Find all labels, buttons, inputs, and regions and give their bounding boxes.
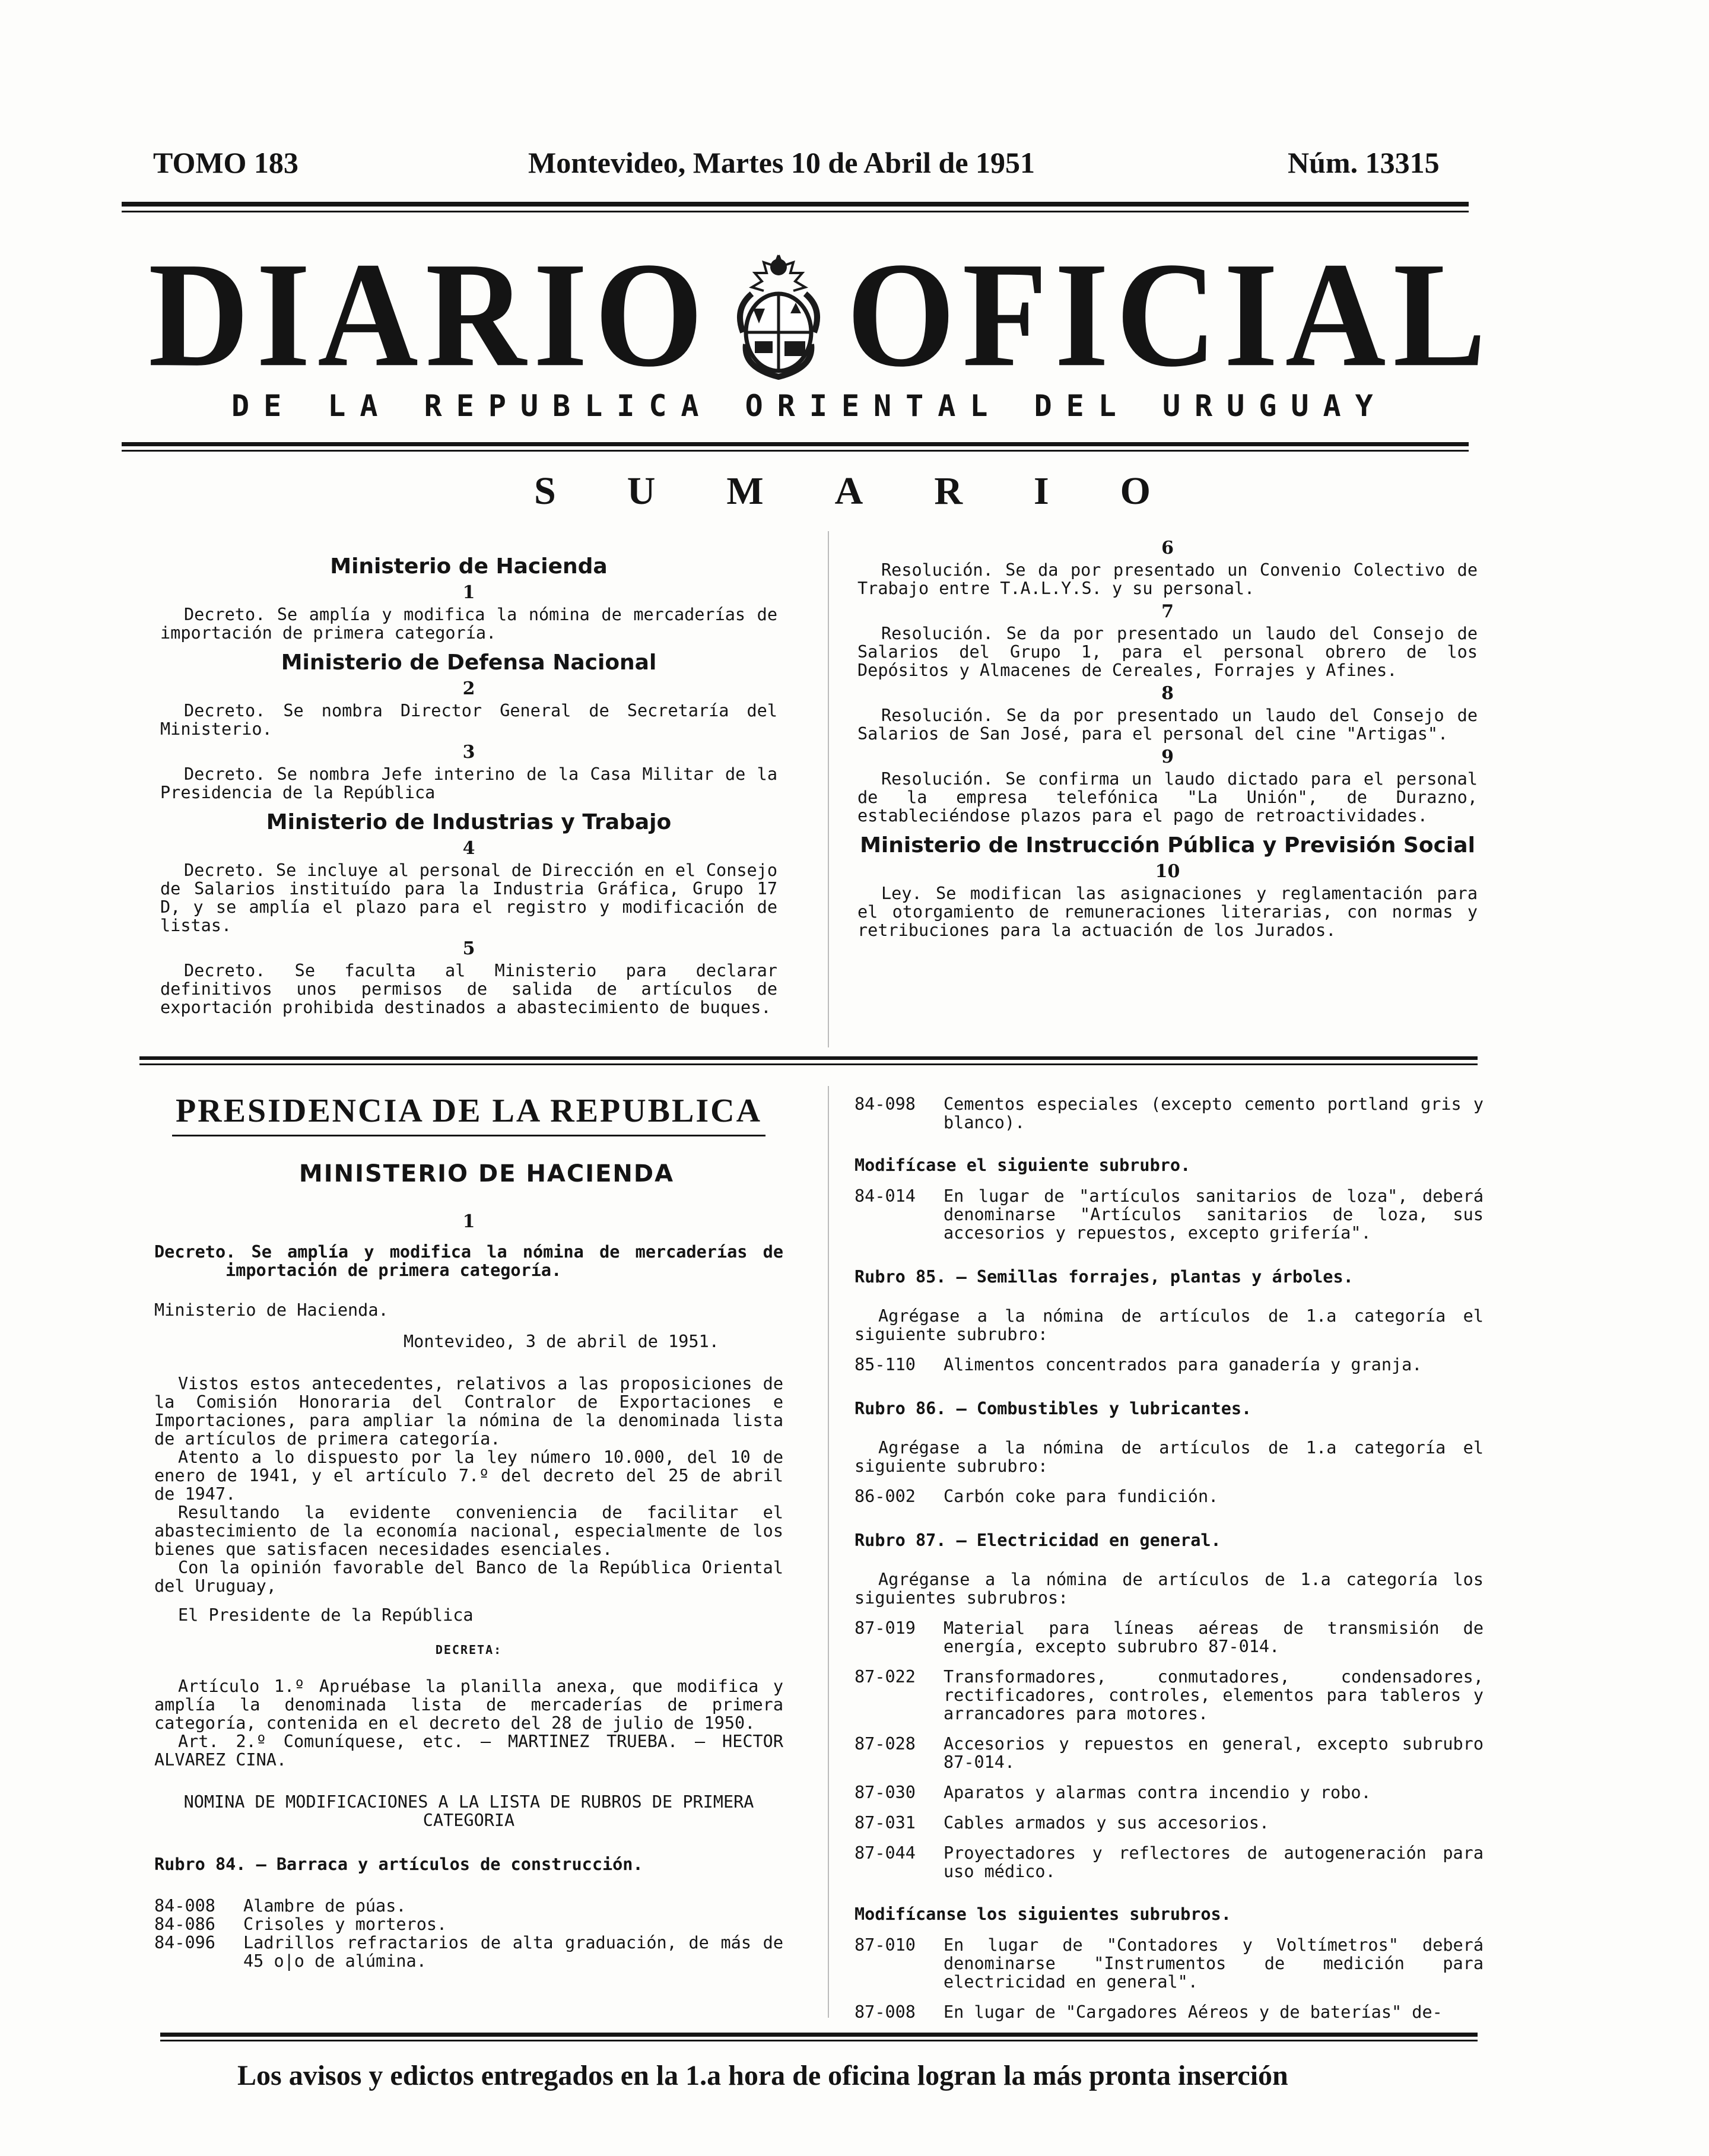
sumario-item-text: Decreto. Se amplía y modifica la nómina de mercaderías de importación de primera categoría. (160, 605, 788, 643)
body-left-column (154, 1092, 794, 1971)
sumario-bottom-rule (139, 1056, 1478, 1060)
body-divider (828, 1086, 829, 2018)
subrubro-description: Alambre de púas. (243, 1896, 406, 1916)
president-line: El Presidente de la República (178, 1605, 474, 1625)
subrubro-code: 84-098 (854, 1094, 916, 1114)
subrubro-code: 84-014 (854, 1186, 916, 1206)
subrubro-code: 84-008 (154, 1896, 215, 1916)
subrubro-entry (854, 1936, 1484, 1991)
decreta-label: DECRETA: (435, 1643, 503, 1657)
masthead-rule (122, 442, 1469, 446)
subrubro-description: En lugar de "Cargadores Aéreos y de baterías" de- (944, 2002, 1443, 2022)
masthead-subtitle: DE LA REPUBLICA ORIENTAL DEL URUGUAY (231, 389, 1387, 423)
subrubro-entry (154, 1915, 783, 1933)
subrubro-description: En lugar de "artículos sanitarios de loza", deberá denominarse "Artículos sanitarios de loza, sus accesorios y repuestos, excepto grifería". (944, 1186, 1484, 1243)
considerando-paragraph: Vistos estos antecedentes, relativos a las proposiciones de la Comisión Honoraria del Contralor de Exportaciones e Importaciones, para ampliar la nómina de la denominada lista de artículos de primera categoría. (154, 1374, 794, 1449)
subrubro-code: 87-030 (854, 1783, 916, 1802)
subrubro-description: Accesorios y repuestos en general, excepto subrubro 87-014. (944, 1734, 1484, 1772)
decree-title: Decreto. Se amplía y modifica la nómina de mercaderías de importación de primera categoría. (154, 1242, 794, 1280)
modification-heading: Modifícase el siguiente subrubro. (854, 1155, 1191, 1175)
subrubro-description: Ladrillos refractarios de alta graduación, de más de 45 o|o de alúmina. (243, 1933, 783, 1971)
sumario-right-column (857, 534, 1488, 940)
sumario-item-number: 4 (462, 838, 475, 859)
subrubro-entry (854, 1187, 1484, 1242)
subrubro-entry (854, 1814, 1484, 1832)
subrubro-code: 87-028 (854, 1734, 916, 1754)
subrubro-entry (854, 1095, 1484, 1132)
subrubro-entry (854, 2003, 1484, 2021)
sumario-item-number: 3 (462, 742, 475, 763)
sumario-ministry-heading: Ministerio de Instrucción Pública y Previsión Social (860, 833, 1475, 858)
footer-notice: Los avisos y edictos entregados en la 1.a hora de oficina logran la más pronta inserción (237, 2060, 1288, 2091)
body-right-column (854, 1083, 1494, 2022)
considerando-paragraph: Resultando la evidente conveniencia de facilitar el abastecimiento de la economía nacional, especialmente de los bienes que satisfacen necesidades esenciales. (154, 1503, 794, 1559)
sumario-ministry-heading: Ministerio de Defensa Nacional (281, 650, 657, 675)
subrubro-entry (854, 1668, 1484, 1723)
subrubro-description: Transformadores, conmutadores, condensadores, rectificadores, controles, elementos para tableros y arrancadores para motores. (944, 1667, 1484, 1723)
sumario-title: SUMARIO (534, 469, 1222, 513)
subrubro-description: En lugar de "Contadores y Voltímetros" deberá denominarse "Instrumentos de medición para electricidad en general". (944, 1935, 1484, 1992)
subrubro-code: 87-022 (854, 1667, 916, 1687)
sumario-item-number: 1 (462, 582, 475, 603)
sumario-item-text: Resolución. Se da por presentado un laudo del Consejo de Salarios del Grupo 1, para el personal obrero de los Depósitos y Almacenes de Cereales, Forrajes y Afines. (857, 624, 1488, 680)
sumario-divider (828, 531, 829, 1047)
masthead-rule-thin (122, 450, 1469, 452)
decree-number: 1 (462, 1211, 475, 1232)
rubro-intro-paragraph: Agrégase a la nómina de artículos de 1.a categoría el siguiente subrubro: (854, 1438, 1494, 1476)
nomina-title: NOMINA DE MODIFICACIONES A LA LISTA DE RUBROS DE PRIMERA CATEGORIA (183, 1792, 764, 1830)
subrubro-entry (854, 1487, 1484, 1506)
masthead-left-word: DIARIO (148, 231, 710, 398)
subrubro-code: 85-110 (854, 1355, 916, 1374)
sumario-ministry-heading: Ministerio de Hacienda (330, 554, 608, 579)
rubro-heading: Rubro 85. — Semillas forrajes, plantas y árboles. (854, 1267, 1354, 1287)
modification-heading: Modifícanse los siguientes subrubros. (854, 1904, 1231, 1924)
rubro-heading: Rubro 87. — Electricidad en general. (854, 1531, 1221, 1550)
sumario-item-number: 9 (1161, 747, 1174, 767)
subrubro-code: 87-008 (854, 2002, 916, 2022)
rubro-intro-paragraph: Agréganse a la nómina de artículos de 1.a categoría los siguientes subrubros: (854, 1570, 1494, 1608)
sumario-left-column (160, 546, 788, 1017)
section-underline (172, 1135, 765, 1136)
sumario-ministry-heading: Ministerio de Industrias y Trabajo (266, 810, 672, 834)
tomo-label: TOMO 183 (153, 146, 298, 179)
sumario-item-number: 8 (1161, 683, 1174, 704)
rubro-84-heading: Rubro 84. — Barraca y artículos de construcción. (154, 1855, 643, 1874)
articles (154, 1676, 794, 1770)
subrubro-description: Alimentos concentrados para ganadería y granja. (944, 1355, 1422, 1374)
sumario-item-text: Decreto. Se nombra Director General de Secretaría del Ministerio. (160, 701, 788, 739)
sumario-item-text: Resolución. Se da por presentado un laudo del Consejo de Salarios de San José, para el personal del cine "Artigas". (857, 706, 1488, 744)
rubro-intro-paragraph: Agrégase a la nómina de artículos de 1.a categoría el siguiente subrubro: (854, 1306, 1494, 1344)
considerandos (154, 1374, 794, 1596)
subrubro-code: 87-031 (854, 1813, 916, 1833)
sumario-item-number: 2 (462, 678, 475, 699)
subrubro-entry (854, 1355, 1484, 1374)
subrubro-entry (854, 1735, 1484, 1771)
issue-number: Núm. 13315 (1288, 146, 1440, 179)
article-paragraph: Art. 2.º Comuníquese, etc. — MARTINEZ TRUEBA. — HECTOR ALVAREZ CINA. (154, 1732, 794, 1770)
subrubro-description: Crisoles y morteros. (243, 1914, 447, 1934)
rubro-84-items (154, 1897, 783, 1970)
sumario-item-text: Decreto. Se faculta al Ministerio para declarar definitivos unos permisos de salida de artículos de exportación prohibida destinados a abastecimiento de buques. (160, 961, 788, 1017)
subrubro-entry (854, 1619, 1484, 1656)
subrubro-code: 87-010 (854, 1935, 916, 1955)
subrubro-code: 87-044 (854, 1843, 916, 1863)
sumario-item-number: 7 (1161, 601, 1174, 622)
sumario-item-text: Decreto. Se nombra Jefe interino de la Casa Militar de la Presidencia de la República (160, 764, 788, 802)
subrubro-description: Aparatos y alarmas contra incendio y robo. (944, 1783, 1371, 1802)
subrubro-description: Carbón coke para fundición. (944, 1487, 1219, 1506)
ministry-title: MINISTERIO DE HACIENDA (298, 1160, 675, 1187)
top-rule-thin (122, 211, 1469, 212)
considerando-paragraph: Atento a lo dispuesto por la ley número 10.000, del 10 de enero de 1941, y el artículo 7.º del decreto del 25 de abril de 1947. (154, 1447, 794, 1504)
sumario-bottom-rule-thin (139, 1063, 1478, 1065)
sumario-item-number: 5 (462, 938, 475, 959)
subrubro-code: 84-086 (154, 1914, 215, 1934)
section-title: PRESIDENCIA DE LA REPUBLICA (175, 1093, 763, 1129)
subrubro-code: 86-002 (854, 1487, 916, 1506)
subrubro-description: Cementos especiales (excepto cemento portland gris y blanco). (944, 1094, 1484, 1132)
sumario-item-number: 10 (1155, 861, 1180, 882)
subrubro-entry (154, 1933, 783, 1970)
masthead-right-word: OFICIAL (846, 231, 1494, 398)
top-rule (122, 202, 1469, 207)
rubro-heading: Rubro 86. — Combustibles y lubricantes. (854, 1399, 1252, 1418)
subrubro-code: 84-096 (154, 1933, 215, 1952)
subrubro-entry (854, 1783, 1484, 1802)
sumario-item-text: Resolución. Se da por presentado un Convenio Colectivo de Trabajo entre T.A.L.Y.S. y su personal. (857, 560, 1488, 598)
sumario-item-text: Resolución. Se confirma un laudo dictado para el personal de la empresa telefónica "La Unión", de Durazno, estableciéndose plazos para el pago de retroactividades. (857, 769, 1488, 825)
sumario-item-text: Decreto. Se incluye al personal de Dirección en el Consejo de Salarios instituído para la Industria Gráfica, Grupo 17 D, y se amplía el plazo para el registro y modificación de listas. (160, 861, 788, 935)
sumario-item-number: 6 (1161, 538, 1174, 558)
considerando-paragraph: Con la opinión favorable del Banco de la República Oriental del Uruguay, (154, 1558, 794, 1596)
subrubro-description: Proyectadores y reflectores de autogeneración para uso médico. (944, 1843, 1484, 1881)
subrubro-code: 87-019 (854, 1618, 916, 1638)
subrubro-description: Material para líneas aéreas de transmisión de energía, excepto subrubro 87-014. (944, 1618, 1484, 1656)
sumario-item-text: Ley. Se modifican las asignaciones y reglamentación para el otorgamiento de remuneraciones literarias, con normas y retribuciones para la actuación de los Jurados. (857, 884, 1488, 940)
place-date: Montevideo, 3 de abril de 1951. (404, 1332, 719, 1351)
footer-rule (160, 2033, 1478, 2037)
article-paragraph: Artículo 1.º Apruébase la planilla anexa, que modifica y amplía la denominada lista de mercaderías de primera categoría, contenida en el decreto del 28 de julio de 1950. (154, 1676, 794, 1733)
date-line: Montevideo, Martes 10 de Abril de 1951 (528, 146, 1035, 179)
subrubro-entry (154, 1897, 783, 1915)
masthead (148, 231, 1494, 398)
coat-of-arms-icon (710, 243, 847, 386)
footer-rule-thin (160, 2040, 1478, 2041)
subrubro-description: Cables armados y sus accesorios. (944, 1813, 1270, 1833)
subrubro-entry (854, 1844, 1484, 1881)
ministry-line: Ministerio de Hacienda. (154, 1300, 389, 1320)
